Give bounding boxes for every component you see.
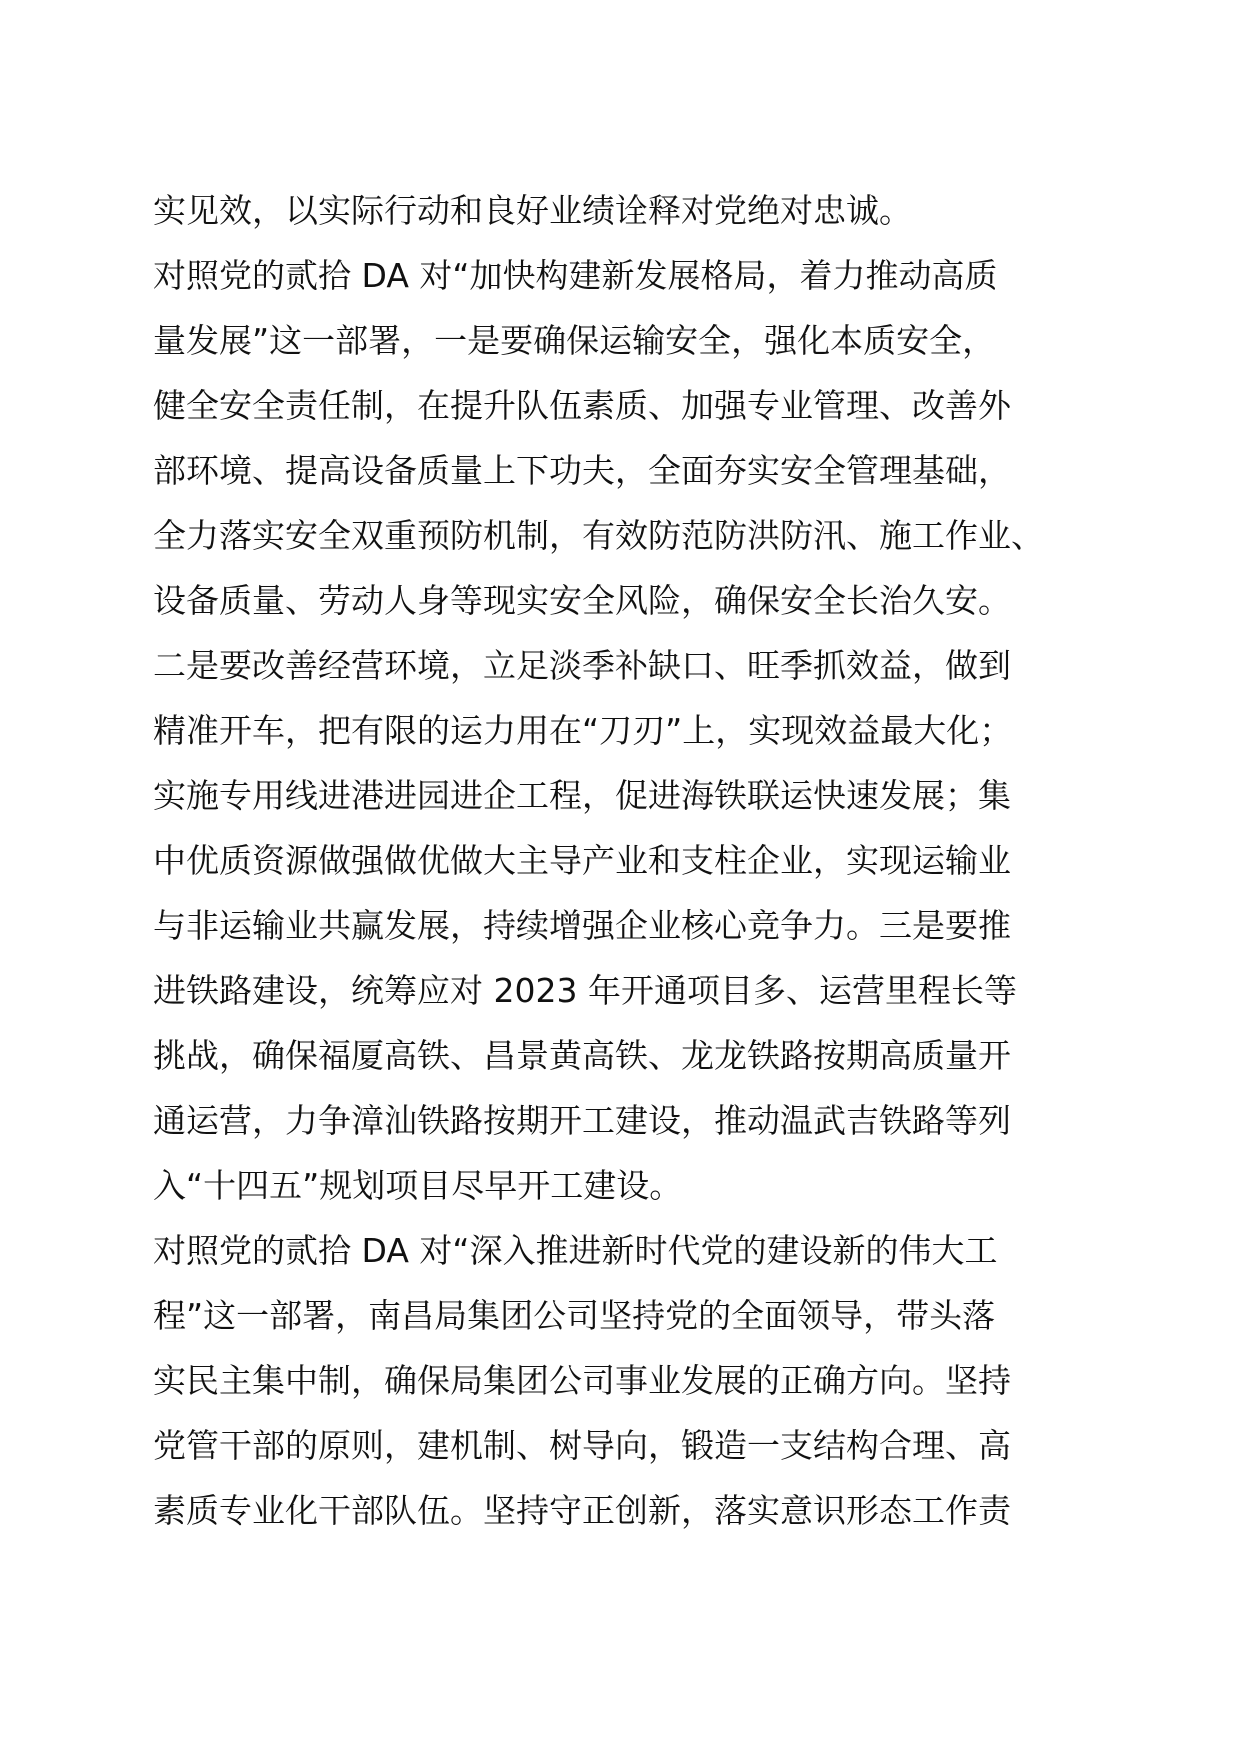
body-text <box>153 178 1113 1543</box>
text-line: 设备质量、劳动人身等现实安全风险，确保安全长治久安。 <box>153 581 1011 620</box>
text-line: 素质专业化干部队伍。坚持守正创新，落实意识形态工作责 <box>153 1491 1011 1530</box>
text-line: 健全安全责任制，在提升队伍素质、加强专业管理、改善外 <box>153 386 1011 425</box>
text-line: 党管干部的原则，建机制、树导向，锻造一支结构合理、高 <box>153 1426 1011 1465</box>
text-line: 精准开车，把有限的运力用在“刀刃”上，实现效益最大化； <box>153 711 1013 750</box>
text-line: 全力落实安全双重预防机制，有效防范防洪防汛、施工作业、 <box>153 516 1044 555</box>
text-line: 部环境、提高设备质量上下功夫，全面夯实安全管理基础， <box>153 451 1011 490</box>
text-line: 程”这一部署，南昌局集团公司坚持党的全面领导，带头落 <box>153 1296 996 1335</box>
text-line: 中优质资源做强做优做大主导产业和支柱企业，实现运输业 <box>153 841 1011 880</box>
text-line: 通运营，力争漳汕铁路按期开工建设，推动温武吉铁路等列 <box>153 1101 1011 1140</box>
text-line: 对照党的贰拾 DA 对“加快构建新发展格局，着力推动高质 <box>153 256 998 295</box>
text-line: 量发展”这一部署，一是要确保运输安全，强化本质安全， <box>153 321 996 360</box>
text-line: 挑战，确保福厦高铁、昌景黄高铁、龙龙铁路按期高质量开 <box>153 1036 1011 1075</box>
text-line: 进铁路建设，统筹应对 2023 年开通项目多、运营里程长等 <box>153 971 1017 1010</box>
text-line: 与非运输业共赢发展，持续增强企业核心竞争力。三是要推 <box>153 906 1011 945</box>
text-line: 实民主集中制，确保局集团公司事业发展的正确方向。坚持 <box>153 1361 1011 1400</box>
text-line: 实见效，以实际行动和良好业绩诠释对党绝对忠诚。 <box>153 191 912 230</box>
text-line: 二是要改善经营环境，立足淡季补缺口、旺季抓效益，做到 <box>153 646 1011 685</box>
text-line: 入“十四五”规划项目尽早开工建设。 <box>153 1166 683 1205</box>
text-line: 实施专用线进港进园进企工程，促进海铁联运快速发展；集 <box>153 776 1011 815</box>
text-line: 对照党的贰拾 DA 对“深入推进新时代党的建设新的伟大工 <box>153 1231 998 1270</box>
